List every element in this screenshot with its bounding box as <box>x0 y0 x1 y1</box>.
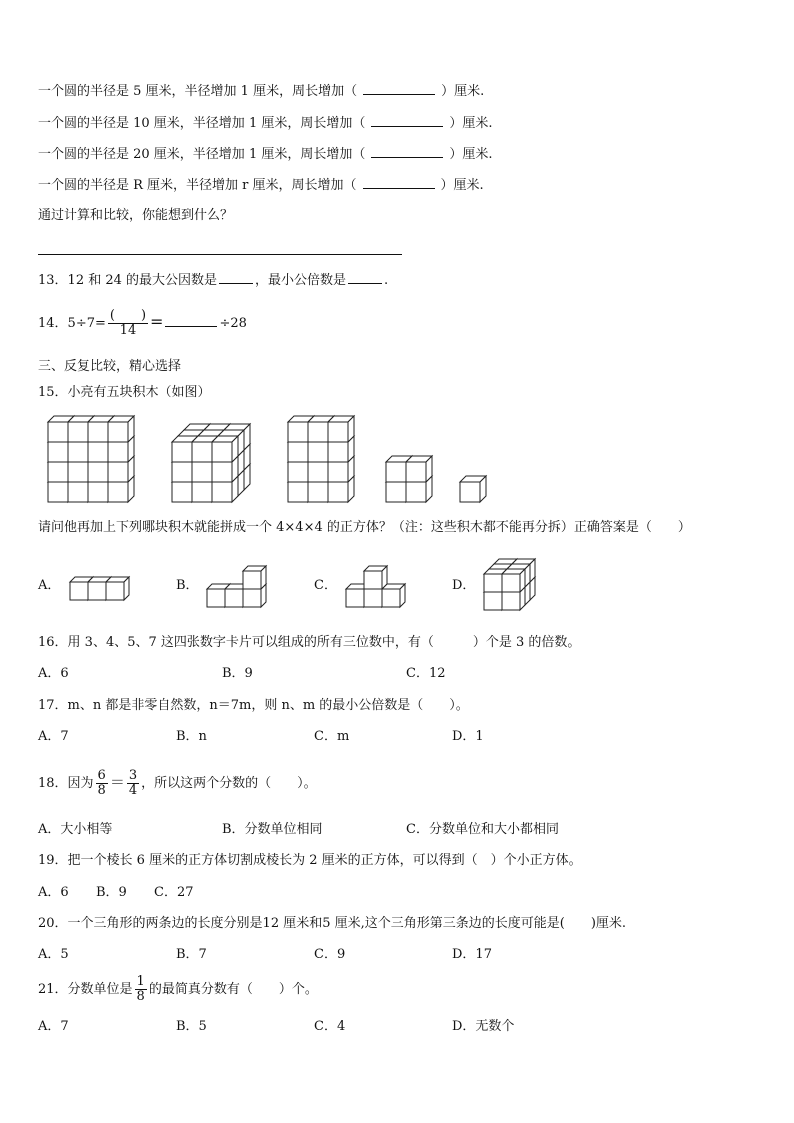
q12-line-1-suffix: ）厘米. <box>441 84 485 99</box>
q14-fraction-denominator: 14 <box>119 323 137 338</box>
option-b-cube-1-front <box>225 589 243 607</box>
q21-suffix: 的最简真分数有（ ）个。 <box>148 982 318 997</box>
q14 <box>38 302 247 342</box>
q17-option-c[interactable]: C．m <box>314 729 350 744</box>
block-2-cube-22-front <box>192 462 212 482</box>
q16-option-a[interactable]: A．6 <box>38 666 69 681</box>
block-4-cube-2-front <box>386 462 406 482</box>
q20-option-b[interactable]: B．7 <box>176 947 207 962</box>
q19-option-b[interactable]: B．9 <box>96 885 127 900</box>
q19-option-a[interactable]: A．6 <box>38 885 69 900</box>
q20-option-c[interactable]: C．9 <box>314 947 346 962</box>
q18-fraction-1 <box>96 769 108 798</box>
q15-option-figures <box>0 550 794 620</box>
q18-equals: ＝ <box>109 773 125 791</box>
block-2-cube-26-front <box>212 442 232 462</box>
option-a-cube-2-front <box>106 582 124 600</box>
option-d-cube-8-front <box>484 592 502 610</box>
q20-option-a[interactable]: A．5 <box>38 947 69 962</box>
q12-line-4-suffix: ）厘米. <box>440 178 484 193</box>
q18-fraction-2 <box>127 769 139 798</box>
q21-option-d[interactable]: D．无数个 <box>452 1019 515 1034</box>
block-3-cube-7-front <box>308 442 328 462</box>
block-1-cube-1-front <box>68 482 88 502</box>
q21-option-c[interactable]: C．4 <box>314 1019 346 1034</box>
q12-line-2-suffix: ）厘米. <box>449 116 493 131</box>
option-d-cube-10-front <box>484 574 502 592</box>
q12-prompt: 通过计算和比较，你能想到什么？ <box>38 208 234 223</box>
q18-fraction-1-numerator: 6 <box>97 768 106 783</box>
q12-line-4 <box>38 176 484 195</box>
block-1-cube-9-front <box>68 442 88 462</box>
q18-prefix: 18．因为 <box>38 776 94 791</box>
block-2-cube-18-front <box>172 482 192 502</box>
option-b-cube-3-front <box>243 571 261 589</box>
block-2-cube-20-front <box>212 482 232 502</box>
q13-text-a: 13．12 和 24 的最大公因数是 <box>38 273 218 288</box>
option-c-cube-1-front <box>364 589 382 607</box>
q15-option-b-label[interactable]: B． <box>176 578 199 593</box>
answer-blank[interactable] <box>219 271 253 284</box>
q12-line-3-text: 一个圆的半径是 20 厘米，半径增加 1 厘米，周长增加（ <box>38 147 366 162</box>
block-1-cube-15-front <box>108 422 128 442</box>
q18-suffix: ，所以这两个分数的（ ）。 <box>141 776 317 791</box>
q18-stem <box>38 762 317 802</box>
q18-option-a[interactable]: A．大小相等 <box>38 822 113 837</box>
block-1-cube-3-front <box>108 482 128 502</box>
block-1-cube-12-front <box>48 422 68 442</box>
answer-blank[interactable] <box>348 271 382 284</box>
q19-stem: 19．把一个棱长 6 厘米的正方体切割成棱长为 2 厘米的正方体，可以得到（ ）个小正方体。 <box>38 853 582 868</box>
answer-blank[interactable] <box>165 314 217 327</box>
block-4-cube-3-front <box>406 462 426 482</box>
block-1-cube-0-front <box>48 482 68 502</box>
section-3-heading: 三、反复比较，精心选择 <box>38 359 182 374</box>
q14-suffix: ÷28 <box>219 316 247 331</box>
q15-option-d-label[interactable]: D． <box>452 578 476 593</box>
block-3-cube-10-front <box>308 422 328 442</box>
block-1-cube-13-front <box>68 422 88 442</box>
q16-stem: 16．用 3、4、5、7 这四张数字卡片可以组成的所有三位数中，有（ ）个是 3 的倍数。 <box>38 635 581 650</box>
q12-line-1 <box>38 82 484 101</box>
q13-text-b: ，最小公倍数是 <box>255 273 347 288</box>
q21-prefix: 21．分数单位是 <box>38 982 133 997</box>
answer-blank[interactable] <box>371 145 443 158</box>
q17-option-d[interactable]: D．1 <box>452 729 484 744</box>
q12-line-4-text: 一个圆的半径是 R 厘米，半径增加 r 厘米，周长增加（ <box>38 178 357 193</box>
block-4-cube-1-front <box>406 482 426 502</box>
q18-option-b[interactable]: B．分数单位相同 <box>222 822 323 837</box>
answer-blank[interactable] <box>363 176 435 189</box>
q21-stem <box>38 970 318 1010</box>
block-3-cube-8-front <box>328 442 348 462</box>
q18-option-c[interactable]: C．分数单位和大小都相同 <box>406 822 559 837</box>
option-c-cube-0-front <box>346 589 364 607</box>
q14-fraction <box>108 309 148 338</box>
q20-stem: 20．一个三角形的两条边的长度分别是12 厘米和5 厘米,这个三角形第三条边的长度可能是( )厘米. <box>38 916 627 931</box>
block-4-cube-0-front <box>386 482 406 502</box>
block-2-cube-21-front <box>172 462 192 482</box>
q15-option-c-label[interactable]: C． <box>314 578 337 593</box>
block-2-cube-23-front <box>212 462 232 482</box>
block-1-cube-7-front <box>108 462 128 482</box>
block-3-cube-5-front <box>328 462 348 482</box>
block-2-cube-25-front <box>192 442 212 462</box>
block-1-cube-2-front <box>88 482 108 502</box>
answer-blank[interactable] <box>371 114 443 127</box>
q17-stem: 17．m、n 都是非零自然数，n＝7m，则 n、m 的最小公倍数是（ ）。 <box>38 698 469 713</box>
q15-question: 请问他再加上下列哪块积木就能拼成一个 4×4×4 的正方体？（注：这些积木都不能再分拆）正确答案是（ ） <box>38 520 691 535</box>
q13-text-c: . <box>384 273 389 288</box>
q17-option-b[interactable]: B．n <box>176 729 207 744</box>
q18-fraction-1-denominator: 8 <box>97 783 106 798</box>
block-2-cube-19-front <box>192 482 212 502</box>
block-3-cube-1-front <box>308 482 328 502</box>
block-5-cube-0-front <box>460 482 480 502</box>
block-3-cube-3-front <box>288 462 308 482</box>
option-c-cube-3-front <box>364 571 382 589</box>
option-b-cube-0-front <box>207 589 225 607</box>
q12-line-2 <box>38 114 492 133</box>
q21-fraction-numerator: 1 <box>136 974 145 989</box>
block-3-cube-6-front <box>288 442 308 462</box>
q18-fraction-2-numerator: 3 <box>128 768 138 783</box>
option-b-cube-2-front <box>243 589 261 607</box>
q12-line-3 <box>38 145 492 164</box>
q17-option-a[interactable]: A．7 <box>38 729 69 744</box>
option-d-cube-9-front <box>502 592 520 610</box>
block-3-cube-4-front <box>308 462 328 482</box>
option-c-cube-2-front <box>382 589 400 607</box>
block-1-cube-14-front <box>88 422 108 442</box>
q15-five-blocks-figure <box>0 400 794 520</box>
q16-option-c[interactable]: C．12 <box>406 666 446 681</box>
option-d-cube-11-front <box>502 574 520 592</box>
q21-option-b[interactable]: B．5 <box>176 1019 207 1034</box>
q14-equals: = <box>150 312 164 331</box>
block-1-cube-6-front <box>88 462 108 482</box>
block-1-cube-5-front <box>68 462 88 482</box>
q12-line-1-text: 一个圆的半径是 5 厘米，半径增加 1 厘米，周长增加（ <box>38 84 358 99</box>
block-1-cube-11-front <box>108 442 128 462</box>
block-3-cube-9-front <box>288 422 308 442</box>
option-a-cube-1-front <box>88 582 106 600</box>
q20-option-d[interactable]: D．17 <box>452 947 492 962</box>
q14-prefix: 14．5÷7= <box>38 316 106 331</box>
q15-stem: 15．小亮有五块积木（如图） <box>38 385 211 400</box>
answer-blank[interactable] <box>363 82 435 95</box>
block-1-cube-8-front <box>48 442 68 462</box>
q14-fraction-numerator[interactable]: ( ) <box>109 308 147 323</box>
q21-fraction <box>135 975 147 1004</box>
q12-line-2-text: 一个圆的半径是 10 厘米，半径增加 1 厘米，周长增加（ <box>38 116 366 131</box>
q19-option-c[interactable]: C．27 <box>154 885 194 900</box>
option-a-cube-0-front <box>70 582 88 600</box>
block-2-cube-24-front <box>172 442 192 462</box>
q12-answer-line[interactable] <box>38 254 402 255</box>
q18-fraction-2-denominator: 4 <box>128 783 138 798</box>
block-3-cube-11-front <box>328 422 348 442</box>
block-3-cube-0-front <box>288 482 308 502</box>
q13 <box>38 271 388 290</box>
block-1-cube-10-front <box>88 442 108 462</box>
q12-line-3-suffix: ）厘米. <box>449 147 493 162</box>
q15-option-a-label[interactable]: A． <box>38 578 61 593</box>
block-3-cube-2-front <box>328 482 348 502</box>
q16-option-b[interactable]: B．9 <box>222 666 253 681</box>
q21-option-a[interactable]: A．7 <box>38 1019 69 1034</box>
q21-fraction-denominator: 8 <box>136 989 145 1004</box>
block-1-cube-4-front <box>48 462 68 482</box>
